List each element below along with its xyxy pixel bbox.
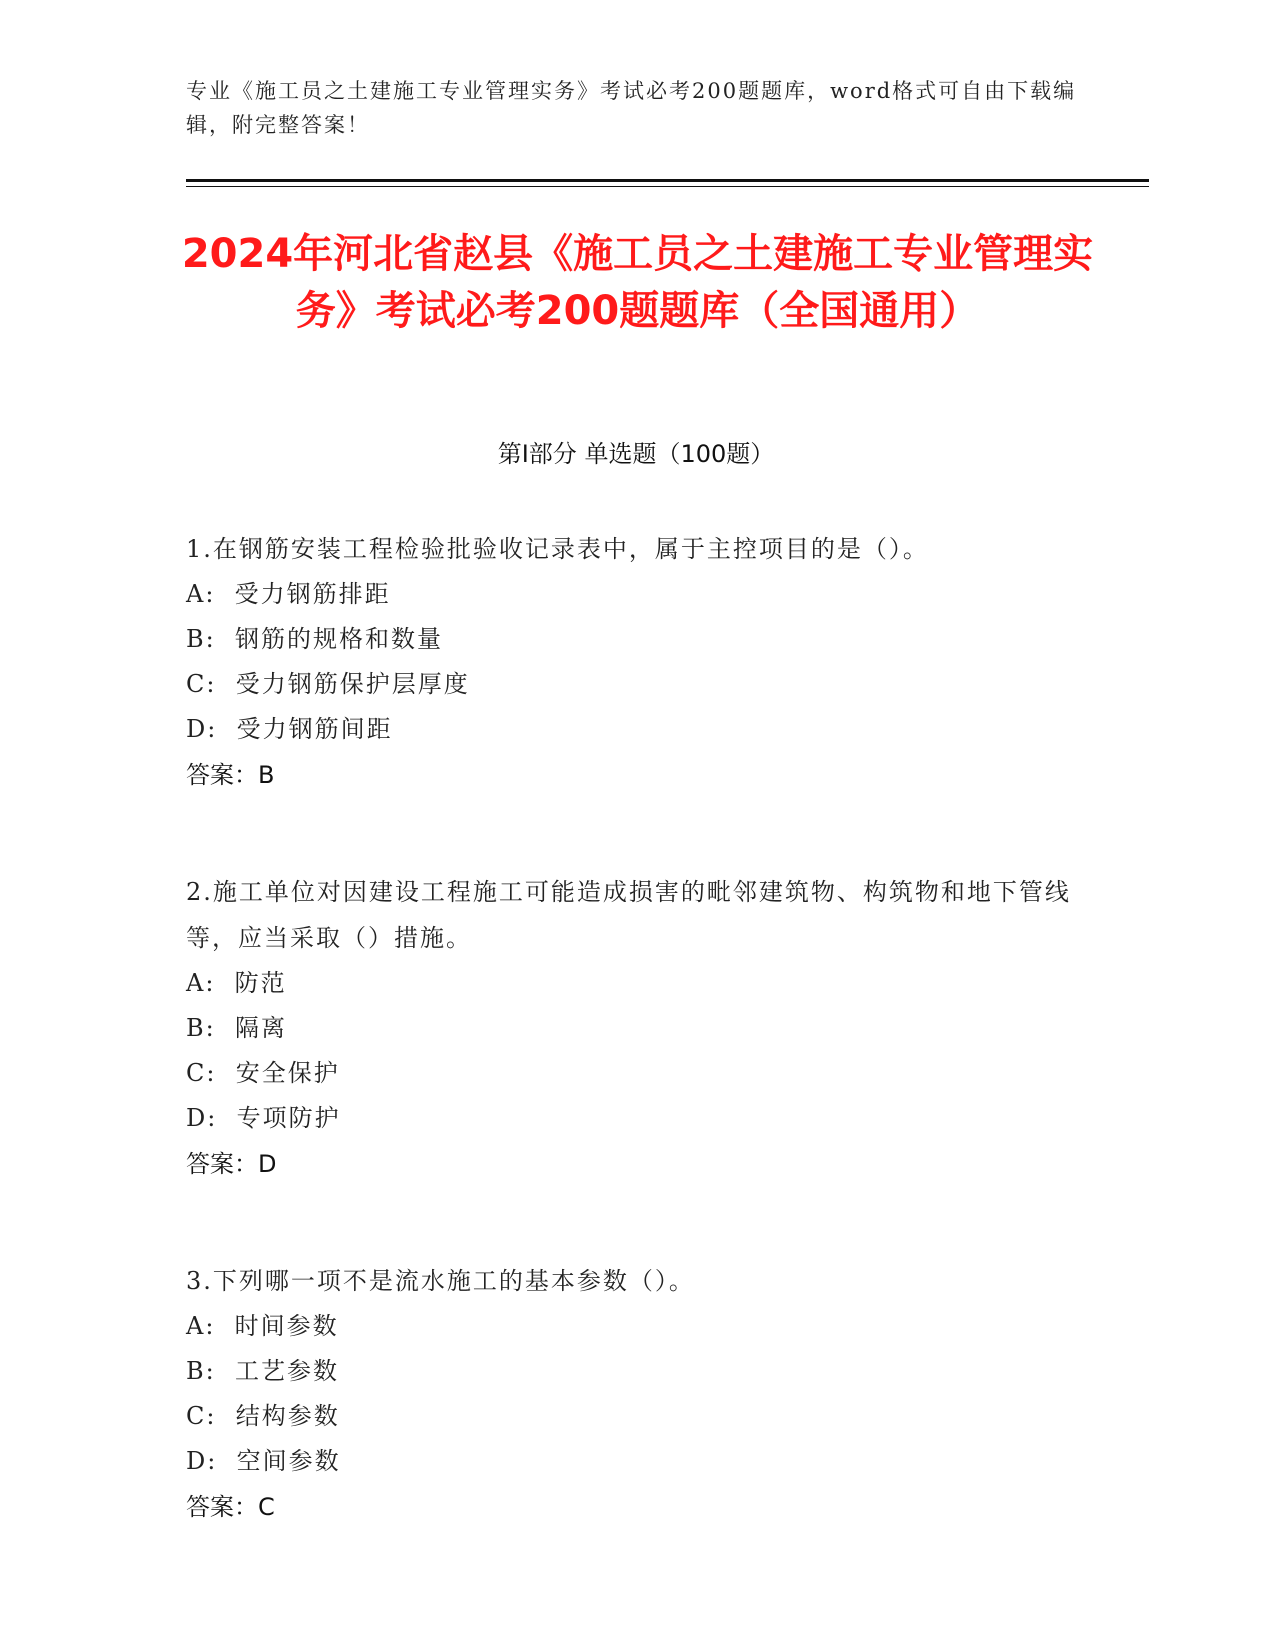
option-d: D: 专项防护 (186, 1104, 341, 1132)
header-divider-thin (186, 186, 1149, 187)
document-title: 2024年河北省赵县《施工员之土建施工专业管理实务》考试必考200题题库（全国通用） (181, 231, 1094, 334)
question-spacer (186, 1187, 1086, 1258)
option-c: C: 受力钢筋保护层厚度 (186, 670, 470, 698)
option-c: C: 安全保护 (186, 1059, 340, 1087)
answer-label: 答案：C (186, 1493, 275, 1521)
header-note: 专业《施工员之土建施工专业管理实务》考试必考200题题库，word格式可自由下载编辑，附完整答案！ (186, 79, 1077, 137)
option-d: D: 空间参数 (186, 1447, 341, 1475)
question-spacer (186, 798, 1086, 869)
question-1 (186, 526, 1086, 798)
question-stem: 1.在钢筋安装工程检验批验收记录表中，属于主控项目的是（）。 (186, 535, 929, 563)
option-a: A: 时间参数 (186, 1312, 339, 1340)
option-b: B: 隔离 (186, 1014, 287, 1042)
option-a: A: 受力钢筋排距 (186, 580, 391, 608)
question-3 (186, 1258, 1086, 1530)
option-d: D: 受力钢筋间距 (186, 715, 393, 743)
option-b: B: 钢筋的规格和数量 (186, 625, 443, 653)
answer-label: 答案：B (186, 761, 275, 789)
question-2 (186, 869, 1086, 1187)
answer-label: 答案：D (186, 1150, 277, 1178)
option-b: B: 工艺参数 (186, 1357, 339, 1385)
question-list (186, 526, 1086, 1530)
option-a: A: 防范 (186, 969, 287, 997)
question-stem: 2.施工单位对因建设工程施工可能造成损害的毗邻建筑物、构筑物和地下管线等，应当采取（）措施。 (186, 878, 1071, 952)
header-divider-thick (186, 179, 1149, 182)
section-title: 第Ⅰ部分 单选题（100题） (497, 440, 775, 468)
question-stem: 3.下列哪一项不是流水施工的基本参数（）。 (186, 1267, 695, 1295)
option-c: C: 结构参数 (186, 1402, 340, 1430)
